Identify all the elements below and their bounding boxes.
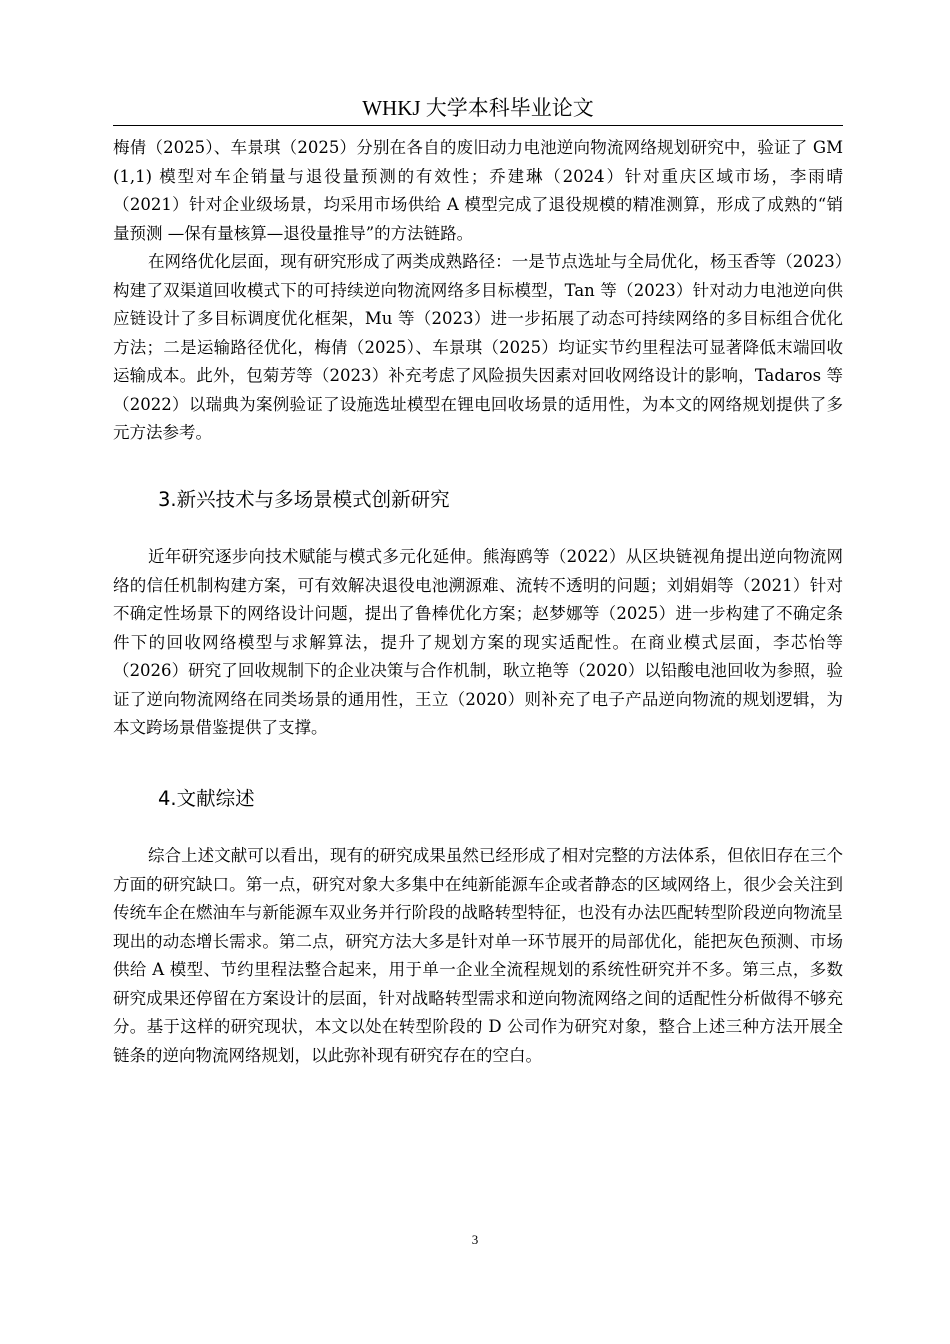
paragraph-network-optimization: 在网络优化层面，现有研究形成了两类成熟路径：一是节点选址与全局优化，杨玉香等（2023）构建了双渠道回收模式下的可持续逆向物流网络多目标模型，Tan 等（2023）针对动力电池逆向供应链设计了多目标调度优化框架，Mu 等（2023）进一步拓展了动态可持续网络的多目标组合优化方法；二是运输路径优化，梅倩（2025）、车景琪（2025）均证实节约里程法可显著降低末端回收运输成本。此外，包菊芳等（2023）补充考虑了风险损失因素对回收网络设计的影响，Tadaros 等（2022）以瑞典为案例验证了设施选址模型在锂电回收场景的适用性，为本文的网络规划提供了多元方法参考。 <box>113 252 843 442</box>
section-heading-3: 3.新兴技术与多场景模式创新研究 <box>158 488 450 511</box>
page-number: 3 <box>471 1232 479 1247</box>
paragraph-forecast-methods: 梅倩（2025）、车景琪（2025）分别在各自的废旧动力电池逆向物流网络规划研究中，验证了 GM (1,1) 模型对车企销量与退役量预测的有效性；乔建琳（2024）针对重庆区域市场，李雨晴（2021）针对企业级场景，均采用市场供给 A 模型完成了退役规模的精准测算，形成了成熟的“销量预测 —保有量核算—退役量推导”的方法链路。 <box>113 138 843 243</box>
section-heading-4: 4.文献综述 <box>158 787 255 810</box>
paragraph-emerging-tech: 近年研究逐步向技术赋能与模式多元化延伸。熊海鸥等（2022）从区块链视角提出逆向物流网络的信任机制构建方案，可有效解决退役电池溯源难、流转不透明的问题；刘娟娟等（2021）针对不确定性场景下的网络设计问题，提出了鲁棒优化方案；赵梦娜等（2025）进一步构建了不确定条件下的回收网络模型与求解算法，提升了规划方案的现实适配性。在商业模式层面，李芯怡等（2026）研究了回收规制下的企业决策与合作机制，耿立艳等（2020）以铅酸电池回收为参照，验证了逆向物流网络在同类场景的通用性，王立（2020）则补充了电子产品逆向物流的规划逻辑，为本文跨场景借鉴提供了支撑。 <box>113 547 843 737</box>
header-title: WHKJ 大学本科毕业论文 <box>362 96 594 120</box>
page-header <box>113 93 843 126</box>
paragraph-literature-review: 综合上述文献可以看出，现有的研究成果虽然已经形成了相对完整的方法体系，但依旧存在三个方面的研究缺口。第一点，研究对象大多集中在纯新能源车企或者静态的区域网络上，很少会关注到传统车企在燃油车与新能源车双业务并行阶段的战略转型特征，也没有办法匹配转型阶段逆向物流呈现出的动态增长需求。第二点，研究方法大多是针对单一环节展开的局部优化，能把灰色预测、市场供给 A 模型、节约里程法整合起来，用于单一企业全流程规划的系统性研究并不多。第三点，多数研究成果还停留在方案设计的层面，针对战略转型需求和逆向物流网络之间的适配性分析做得不够充分。基于这样的研究现状，本文以处在转型阶段的 D 公司作为研究对象，整合上述三种方法开展全链条的逆向物流网络规划，以此弥补现有研究存在的空白。 <box>113 846 843 1065</box>
